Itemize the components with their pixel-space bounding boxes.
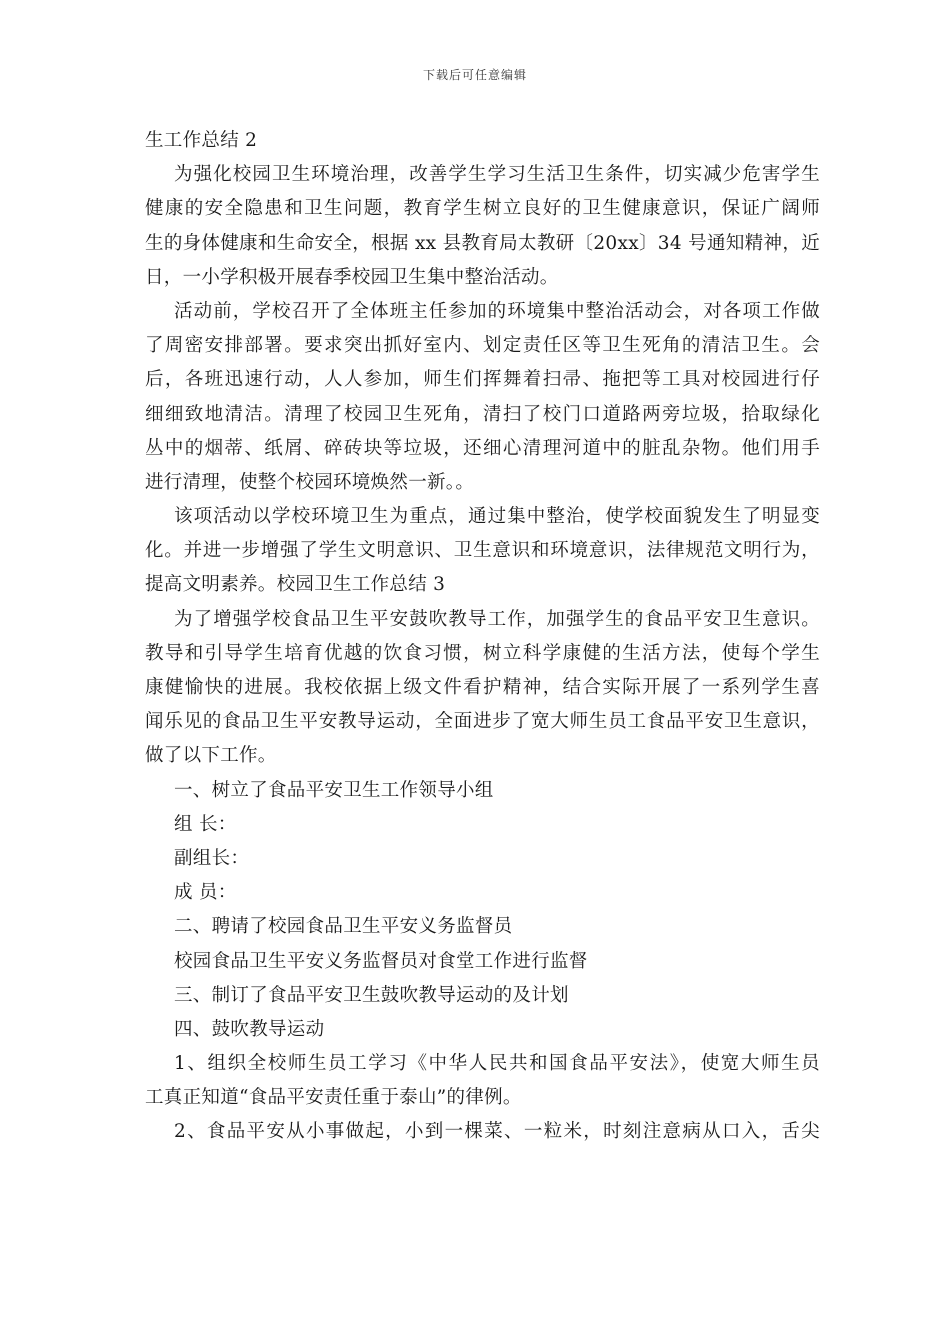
text-line: 2、食品平安从小事做起，小到一棵菜、一粒米，时刻注意病从口入，舌尖	[174, 1121, 820, 1143]
text-line: 提高文明素养。校园卫生工作总结 3	[145, 574, 446, 596]
page-header: 下载后可任意编辑	[422, 68, 527, 82]
text-line: 成 员：	[174, 882, 237, 904]
text-line: 二、聘请了校园食品卫生平安义务监督员	[174, 916, 513, 938]
text-line: 了周密安排部署。要求突出抓好室内、划定责任区等卫生死角的清洁卫生。会	[145, 335, 820, 357]
text-line: 健康的安全隐患和卫生问题，教育学生树立良好的卫生健康意识，保证广阔师	[145, 198, 820, 220]
text-line: 该项活动以学校环境卫生为重点，通过集中整治，使学校面貌发生了明显变	[174, 506, 820, 528]
text-line: 工真正知道“食品平安责任重于泰山”的律例。	[145, 1087, 522, 1109]
text-line: 丛中的烟蒂、纸屑、碎砖块等垃圾，还细心清理河道中的脏乱杂物。他们用手	[145, 437, 820, 459]
text-line: 1、组织全校师生员工学习《中华人民共和国食品平安法》，使宽大师生员	[174, 1053, 820, 1075]
text-line: 活动前，学校召开了全体班主任参加的环境集中整治活动会，对各项工作做	[174, 300, 820, 322]
text-line: 进行清理，使整个校园环境焕然一新。。	[145, 471, 475, 493]
text-line: 四、鼓吹教导运动	[174, 1018, 325, 1040]
text-line: 一、树立了食品平安卫生工作领导小组	[174, 779, 494, 801]
text-line: 化。并进一步增强了学生文明意识、卫生意识和环境意识，法律规范文明行为，	[145, 540, 820, 562]
text-line: 后，各班迅速行动，人人参加，师生们挥舞着扫帚、拖把等工具对校园进行仔	[145, 369, 820, 391]
text-line: 为强化校园卫生环境治理，改善学生学习生活卫生条件，切实减少危害学生	[174, 164, 820, 186]
text-line: 日，一小学积极开展春季校园卫生集中整治活动。	[145, 266, 559, 288]
text-line: 闻乐见的食品卫生平安教导运动，全面进步了宽大师生员工食品平安卫生意识，	[145, 711, 820, 733]
text-line: 为了增强学校食品卫生平安鼓吹教导工作，加强学生的食品平安卫生意识。	[174, 608, 820, 630]
document-body	[145, 124, 820, 1150]
text-line: 副组长：	[174, 847, 250, 869]
text-line: 康健愉快的进展。我校依据上级文件看护精神，结合实际开展了一系列学生喜	[145, 677, 820, 698]
text-line: 三、制订了食品平安卫生鼓吹教导运动的及计划	[174, 984, 569, 1006]
text-line: 组 长：	[174, 813, 237, 835]
text-line: 生工作总结 2	[145, 130, 258, 151]
text-line: 校园食品卫生平安义务监督员对食堂工作进行监督	[174, 950, 588, 972]
text-line: 教导和引导学生培育优越的饮食习惯，树立科学康健的生活方法，使每个学生	[145, 642, 820, 664]
text-line: 生的身体健康和生命安全，根据 xx 县教育局太教研〔20xx〕34 号通知精神，近	[145, 232, 820, 254]
text-line: 细细致地清洁。清理了校园卫生死角，清扫了校门口道路两旁垃圾，拾取绿化	[145, 403, 820, 425]
text-line: 做了以下工作。	[145, 745, 277, 767]
